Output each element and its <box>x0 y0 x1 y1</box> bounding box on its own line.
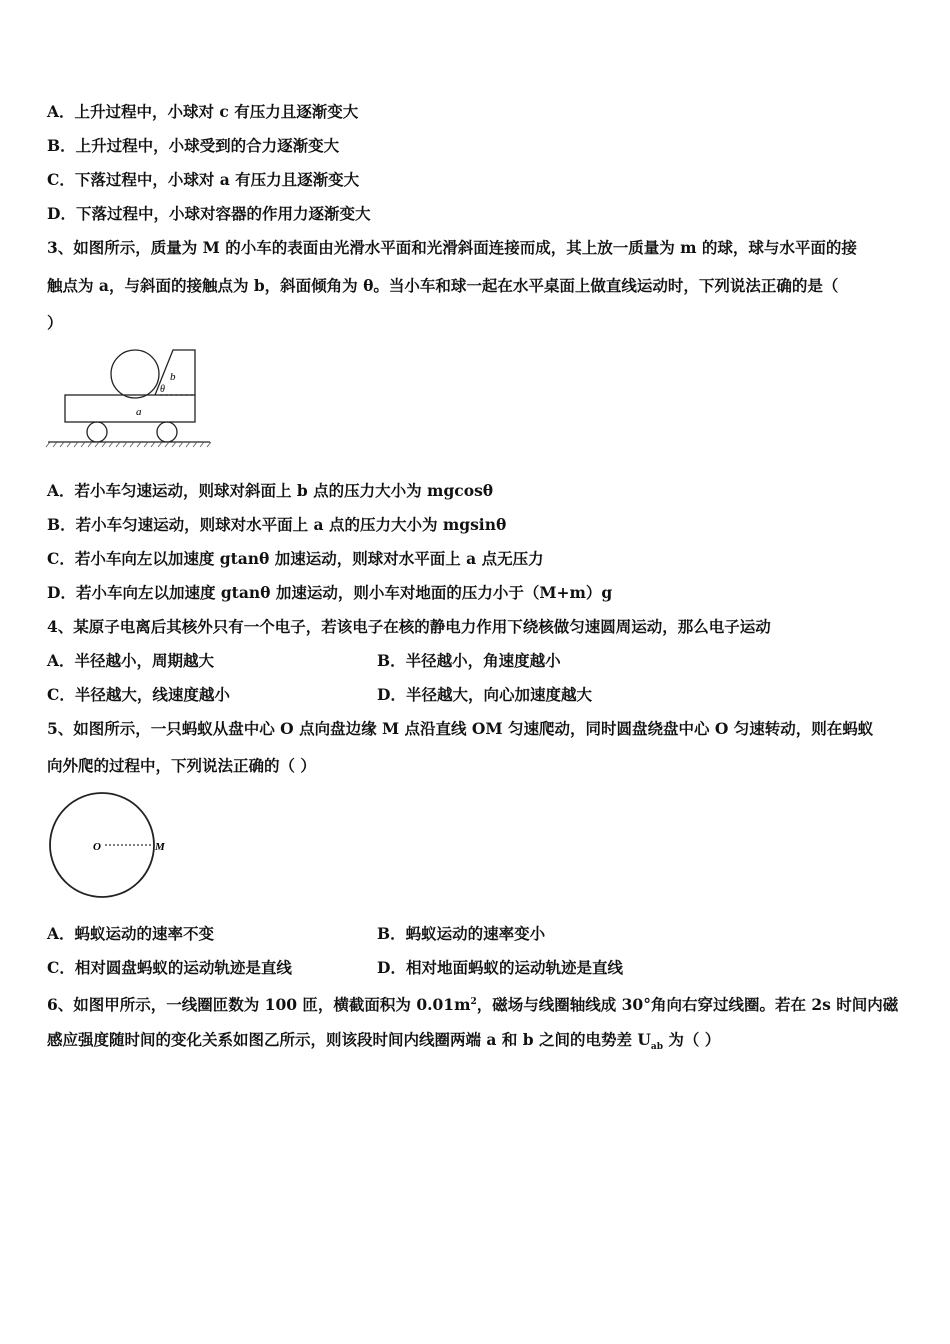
q6-stem-line-2 <box>47 1030 720 1057</box>
q3-option-c: C．若小车向左以加速度 gtanθ 加速运动，则球对水平面上 a 点无压力 <box>47 549 544 568</box>
wheel-left <box>87 422 107 442</box>
ball <box>111 350 159 398</box>
q5-option-d: D．相对地面蚂蚁的运动轨迹是直线 <box>377 958 623 977</box>
fig-label-theta: θ <box>160 384 165 395</box>
q4-option-c: C．半径越大，线速度越小 <box>47 685 230 704</box>
fig-label-o: O <box>93 841 101 853</box>
q3-option-a: A．若小车匀速运动，则球对斜面上 b 点的压力大小为 mgcosθ <box>47 481 494 500</box>
q4-option-a: A．半径越小，周期越大 <box>47 651 215 670</box>
q5-option-a: A．蚂蚁运动的速率不变 <box>47 924 215 943</box>
q3-stem-line-2: 触点为 a，与斜面的接触点为 b，斜面倾角为 θ。当小车和球一起在水平桌面上做直线运动时，下列说法正确的是（ <box>47 276 839 295</box>
q2-option-d: D．下落过程中，小球对容器的作用力逐渐变大 <box>47 204 371 223</box>
q2-option-c: C．下落过程中，小球对 a 有压力且逐渐变大 <box>47 170 360 189</box>
q4-option-b: B．半径越小，角速度越小 <box>377 651 561 670</box>
q2-option-b: B．上升过程中，小球受到的合力逐渐变大 <box>47 136 340 155</box>
q5-disk-figure <box>45 790 175 900</box>
q3-stem-line-3: ） <box>47 313 63 332</box>
q6-stem-1-pre: 6、如图甲所示，一线圈匝数为 100 匝，横截面积为 0.01m <box>47 995 471 1015</box>
q3-option-b: B．若小车匀速运动，则球对水平面上 a 点的压力大小为 mgsinθ <box>47 515 507 534</box>
q4-option-d: D．半径越大，向心加速度越大 <box>377 685 592 704</box>
q6-stem-1-post: ，磁场与线圈轴线成 30°角向右穿过线圈。若在 2s 时间内磁 <box>476 995 899 1015</box>
q6-stem-line-1 <box>47 992 898 1015</box>
q6-stem-2-sub: ab <box>650 1042 664 1053</box>
q6-stem-2-pre: 感应强度随时间的变化关系如图乙所示，则该段时间内线圈两端 a 和 b 之间的电势差 U <box>47 1030 651 1049</box>
q6-stem-1-sup: 2 <box>470 997 477 1007</box>
cart-body <box>65 395 195 422</box>
q3-cart-figure <box>45 344 215 450</box>
fig-label-m: M <box>155 841 165 853</box>
q5-stem-line-1: 5、如图所示，一只蚂蚁从盘中心 O 点向盘边缘 M 点沿直线 OM 匀速爬动，同时圆盘绕盘中心 O 匀速转动，则在蚂蚁 <box>47 719 874 738</box>
q5-option-c: C．相对圆盘蚂蚁的运动轨迹是直线 <box>47 958 292 977</box>
fig-label-b: b <box>170 371 176 383</box>
q3-option-d: D．若小车向左以加速度 gtanθ 加速运动，则小车对地面的压力小于（M+m）g <box>47 583 613 602</box>
fig-label-a: a <box>136 406 142 418</box>
wheel-right <box>157 422 177 442</box>
q4-stem: 4、某原子电离后其核外只有一个电子，若该电子在核的静电力作用下绕核做匀速圆周运动，那么电子运动 <box>47 617 771 636</box>
q2-option-a: A．上升过程中，小球对 c 有压力且逐渐变大 <box>47 102 359 121</box>
q5-stem-line-2: 向外爬的过程中，下列说法正确的（ ） <box>47 756 316 775</box>
q6-stem-2-post: 为（ ） <box>663 1030 721 1049</box>
q5-option-b: B．蚂蚁运动的速率变小 <box>377 924 546 943</box>
q3-stem-line-1: 3、如图所示，质量为 M 的小车的表面由光滑水平面和光滑斜面连接而成，其上放一质量为 m 的球，球与水平面的接 <box>47 238 857 257</box>
